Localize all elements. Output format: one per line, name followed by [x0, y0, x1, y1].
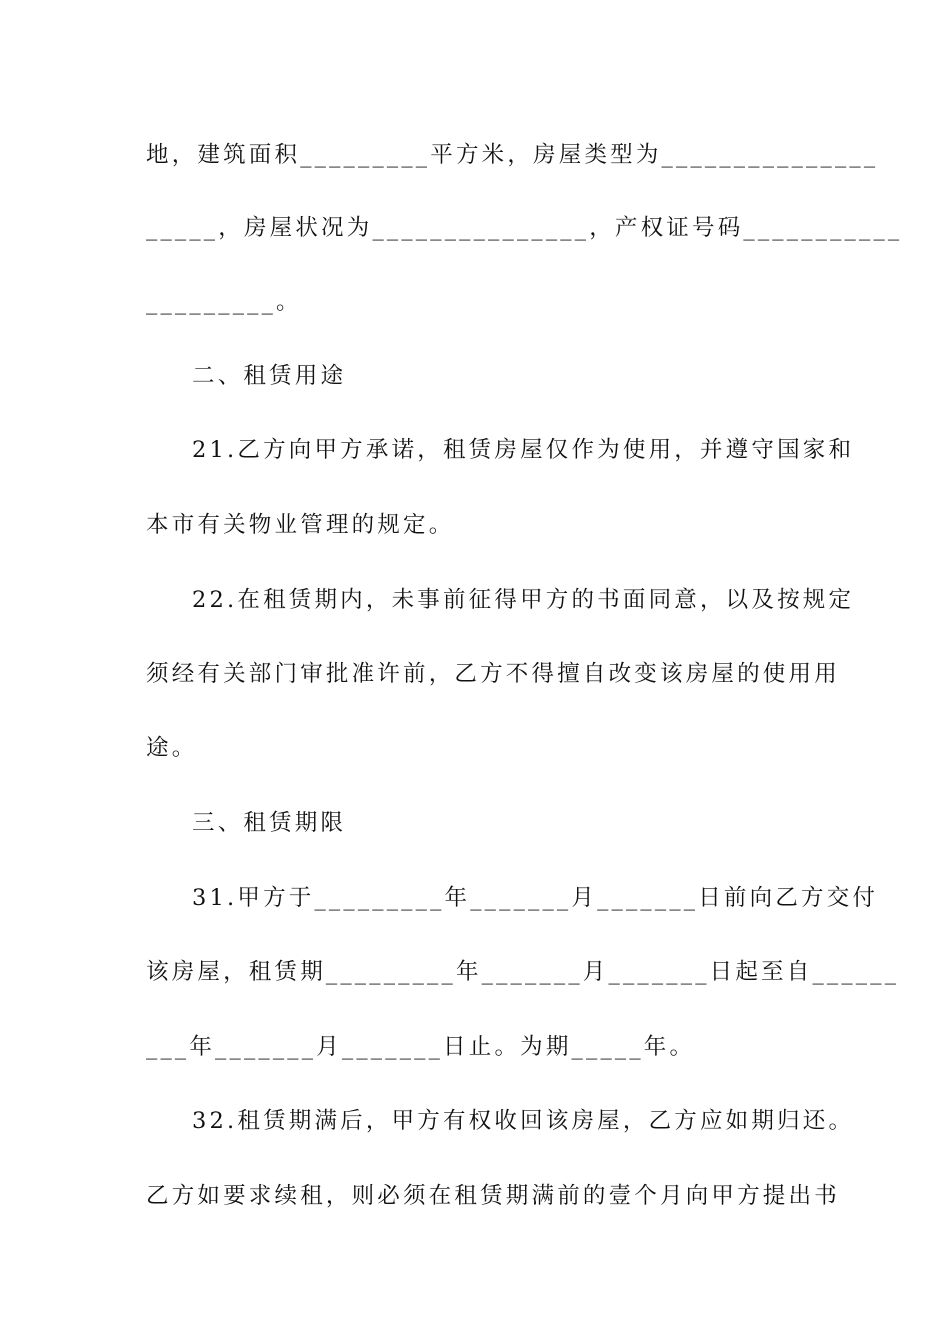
text-line: 该房屋，租赁期_________年_______月_______日起至自______: [146, 959, 900, 985]
text-line: 21.乙方向甲方承诺，租赁房屋仅作为使用，并遵守国家和: [192, 437, 855, 463]
text-line: _____，房屋状况为_______________，产权证号码___________: [146, 215, 903, 241]
text-line: 途。: [146, 735, 198, 761]
text-line: 32.租赁期满后，甲方有权收回该房屋，乙方应如期归还。: [192, 1108, 855, 1134]
text-line: 须经有关部门审批准许前，乙方不得擅自改变该房屋的使用用: [146, 661, 840, 687]
text-line: 地，建筑面积_________平方米，房屋类型为_______________: [146, 142, 879, 168]
text-line: 本市有关物业管理的规定。: [146, 512, 455, 538]
text-line: _________。: [146, 289, 302, 315]
text-line: ___年_______月_______日止。为期_____年。: [146, 1034, 696, 1060]
text-line: 乙方如要求续租，则必须在租赁期满前的壹个月向甲方提出书: [146, 1183, 840, 1209]
section-heading: 三、租赁期限: [192, 810, 347, 836]
text-line: 22.在租赁期内，未事前征得甲方的书面同意，以及按规定: [192, 587, 855, 613]
section-heading: 二、租赁用途: [192, 363, 347, 389]
text-line: 31.甲方于_________年_______月_______日前向乙方交付: [192, 885, 879, 911]
